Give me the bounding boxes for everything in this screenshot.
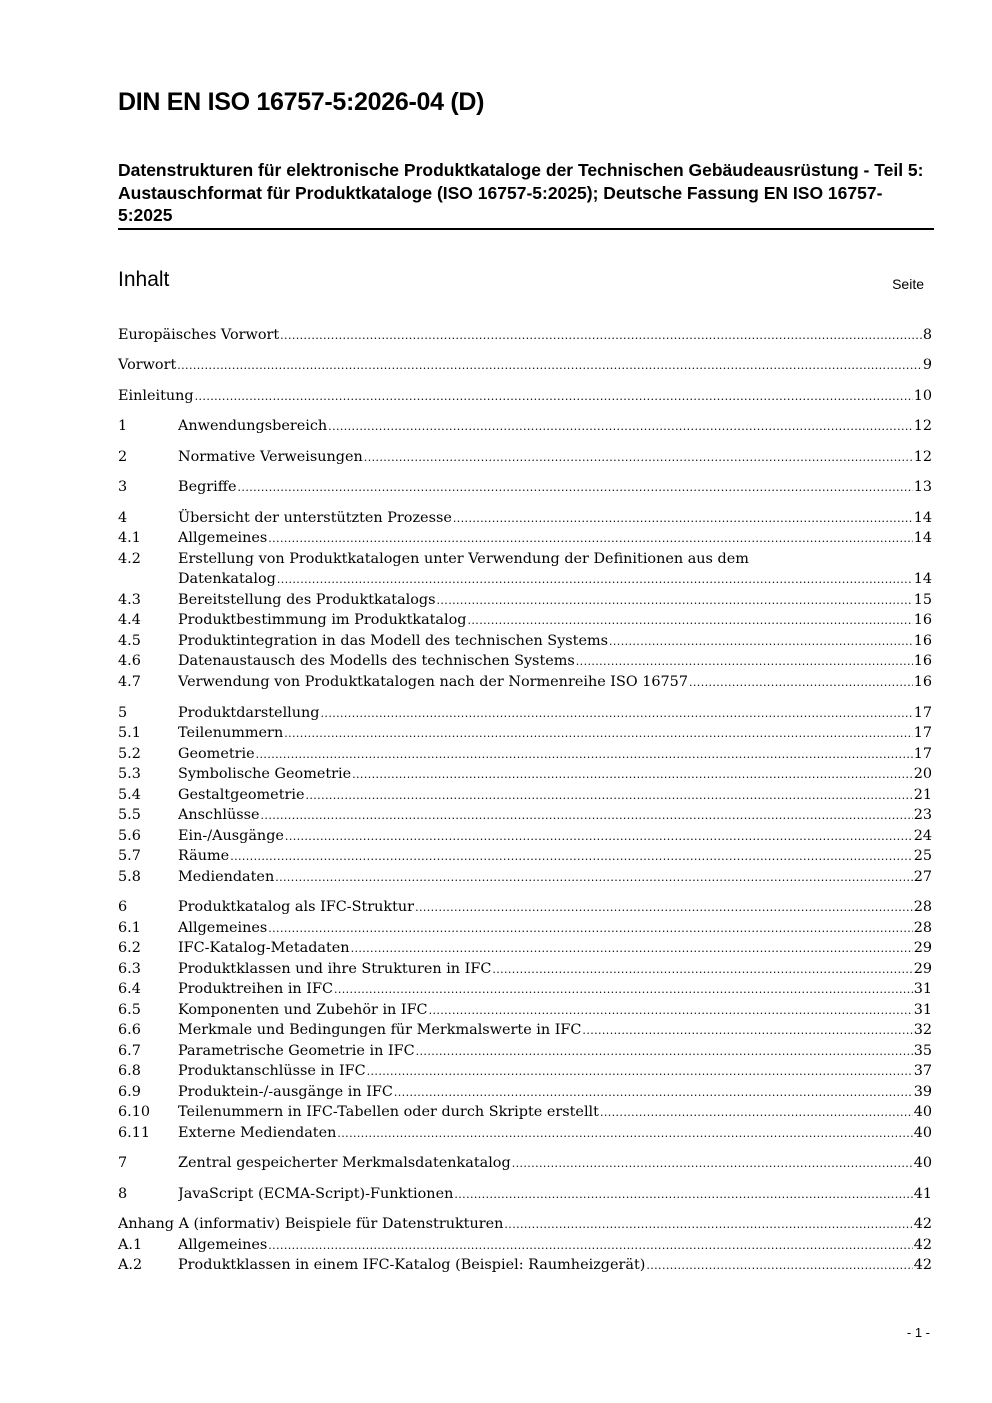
toc-entry[interactable] bbox=[118, 1235, 932, 1255]
toc-entry-number: 4.2 bbox=[118, 551, 141, 567]
toc-entry-page: 40 bbox=[913, 1125, 932, 1141]
toc-dot-leader bbox=[277, 570, 913, 590]
toc-entry-title: Anschlüsse bbox=[178, 807, 260, 823]
toc-entry[interactable] bbox=[118, 805, 932, 825]
toc-dot-leader bbox=[321, 704, 913, 724]
toc-entry-number: 2 bbox=[118, 449, 128, 465]
toc-dot-leader bbox=[453, 509, 913, 529]
toc-entry-title: Allgemeines bbox=[178, 530, 268, 546]
toc-dot-leader bbox=[275, 868, 912, 888]
toc-entry[interactable] bbox=[118, 1020, 932, 1040]
toc-dot-leader bbox=[256, 745, 913, 765]
document-subtitle: Datenstrukturen für elektronische Produktkataloge der Technischen Gebäudeausrüstung - Teil 5: Austauschformat für Produktkataloge (ISO 16757-5:2025); Deutsche Fassung EN ISO 16757-5:2025 bbox=[118, 160, 924, 225]
toc-dot-leader bbox=[576, 652, 913, 672]
toc-entry-number: 6.2 bbox=[118, 940, 141, 956]
toc-entry-title: Europäisches Vorwort bbox=[118, 327, 280, 343]
toc-entry[interactable] bbox=[118, 959, 932, 979]
toc-entry-title: Vorwort bbox=[118, 357, 177, 373]
toc-entry[interactable] bbox=[118, 1082, 932, 1102]
toc-entry[interactable] bbox=[118, 897, 932, 917]
table-of-contents bbox=[118, 0, 932, 1403]
toc-entry-page: 15 bbox=[913, 592, 932, 608]
toc-dot-leader bbox=[437, 591, 913, 611]
toc-entry-title: Allgemeines bbox=[178, 1237, 268, 1253]
toc-entry-page: 29 bbox=[913, 940, 932, 956]
toc-entry-page: 25 bbox=[913, 848, 932, 864]
toc-entry-page: 17 bbox=[913, 746, 932, 762]
toc-entry[interactable] bbox=[118, 528, 932, 548]
toc-entry-number: 6.10 bbox=[118, 1104, 151, 1120]
toc-entry-page: 42 bbox=[913, 1216, 932, 1232]
toc-entry-title: Produktklassen in einem IFC-Katalog (Beispiel: Raumheizgerät) bbox=[178, 1257, 646, 1273]
toc-entry-page: 13 bbox=[913, 479, 932, 495]
toc-entry-page: 17 bbox=[913, 725, 932, 741]
toc-entry[interactable] bbox=[118, 386, 932, 406]
toc-entry-title: Produktbestimmung im Produktkatalog bbox=[178, 612, 467, 628]
toc-entry-title: Produktein-/-ausgänge in IFC bbox=[178, 1084, 393, 1100]
toc-dot-leader bbox=[177, 356, 922, 376]
toc-entry-title: Parametrische Geometrie in IFC bbox=[178, 1043, 415, 1059]
toc-entry[interactable] bbox=[118, 938, 932, 958]
toc-entry-page: 39 bbox=[913, 1084, 932, 1100]
toc-entry[interactable] bbox=[118, 447, 932, 467]
toc-entry-number: 4.7 bbox=[118, 674, 141, 690]
toc-entry-page: 42 bbox=[913, 1257, 932, 1273]
toc-entry-title: Anwendungsbereich bbox=[178, 418, 328, 434]
toc-dot-leader bbox=[394, 1083, 913, 1103]
toc-entry-page: 20 bbox=[913, 766, 932, 782]
toc-entry[interactable] bbox=[118, 590, 932, 610]
toc-entry-number: 5 bbox=[118, 705, 128, 721]
toc-entry-page: 28 bbox=[913, 920, 932, 936]
toc-entry-title: Komponenten und Zubehör in IFC bbox=[178, 1002, 428, 1018]
toc-entry-title: Allgemeines bbox=[178, 920, 268, 936]
toc-entry-title: Normative Verweisungen bbox=[178, 449, 363, 465]
toc-entry-number: 7 bbox=[118, 1155, 128, 1171]
toc-entry-number: 5.8 bbox=[118, 869, 141, 885]
toc-entry[interactable] bbox=[118, 1214, 932, 1234]
toc-entry[interactable] bbox=[118, 1153, 932, 1173]
toc-entry[interactable] bbox=[118, 1123, 932, 1143]
toc-entry-title: Externe Mediendaten bbox=[178, 1125, 337, 1141]
toc-entry-page: 27 bbox=[913, 869, 932, 885]
toc-dot-leader bbox=[238, 478, 913, 498]
toc-entry-title: Produktintegration in das Modell des technischen Systems bbox=[178, 633, 609, 649]
toc-entry[interactable] bbox=[118, 1000, 932, 1020]
toc-entry-title: Produktklassen und ihre Strukturen in IFC bbox=[178, 961, 492, 977]
toc-entry-title: Geometrie bbox=[178, 746, 255, 762]
toc-entry-page: 37 bbox=[913, 1063, 932, 1079]
toc-dot-leader bbox=[337, 1124, 912, 1144]
toc-entry-number: 4 bbox=[118, 510, 128, 526]
toc-entry-page: 31 bbox=[913, 1002, 932, 1018]
toc-entry-page: 28 bbox=[913, 899, 932, 915]
toc-entry-number: 8 bbox=[118, 1186, 128, 1202]
toc-entry-number: 5.7 bbox=[118, 848, 141, 864]
toc-entry-number: 6.8 bbox=[118, 1063, 141, 1079]
toc-entry-page: 24 bbox=[913, 828, 932, 844]
toc-dot-leader bbox=[504, 1215, 912, 1235]
toc-dot-leader bbox=[230, 847, 913, 867]
toc-entry-title: IFC-Katalog-Metadaten bbox=[178, 940, 350, 956]
toc-entry-title: JavaScript (ECMA-Script)-Funktionen bbox=[178, 1186, 454, 1202]
toc-entry-page: 40 bbox=[913, 1155, 932, 1171]
toc-entry-page: 14 bbox=[913, 510, 932, 526]
toc-entry-number: 6.1 bbox=[118, 920, 141, 936]
toc-dot-leader bbox=[268, 919, 912, 939]
toc-entry-title: Ein-/Ausgänge bbox=[178, 828, 284, 844]
toc-entry-number: 6.3 bbox=[118, 961, 141, 977]
toc-entry-number: 5.1 bbox=[118, 725, 141, 741]
toc-entry-title: Begriffe bbox=[178, 479, 237, 495]
toc-entry-page: 42 bbox=[913, 1237, 932, 1253]
toc-entry-number: 6.5 bbox=[118, 1002, 141, 1018]
toc-dot-leader bbox=[280, 326, 922, 346]
toc-entry-page: 40 bbox=[913, 1104, 932, 1120]
toc-entry-title: Übersicht der unterstützten Prozesse bbox=[178, 510, 452, 526]
toc-entry-page: 21 bbox=[913, 787, 932, 803]
toc-entry-title: Symbolische Geometrie bbox=[178, 766, 352, 782]
toc-entry[interactable] bbox=[118, 1061, 932, 1081]
toc-dot-leader bbox=[600, 1103, 913, 1123]
toc-dot-leader bbox=[268, 529, 912, 549]
toc-dot-leader bbox=[415, 898, 913, 918]
toc-entry-title: Verwendung von Produktkatalogen nach der Normenreihe ISO 16757 bbox=[178, 674, 688, 690]
toc-entry[interactable] bbox=[118, 477, 932, 497]
toc-entry-number: 4.6 bbox=[118, 653, 141, 669]
toc-entry-page: 16 bbox=[913, 633, 932, 649]
toc-dot-leader bbox=[582, 1021, 912, 1041]
toc-entry[interactable] bbox=[118, 703, 932, 723]
toc-entry-page: 10 bbox=[913, 388, 932, 404]
toc-entry-number: 5.3 bbox=[118, 766, 141, 782]
toc-dot-leader bbox=[646, 1256, 912, 1276]
toc-dot-leader bbox=[285, 827, 913, 847]
toc-entry-title: Produktreihen in IFC bbox=[178, 981, 333, 997]
toc-entry-page: 29 bbox=[913, 961, 932, 977]
toc-entry-number: A.1 bbox=[118, 1237, 143, 1253]
toc-entry-title: Zentral gespeicherter Merkmalsdatenkatalog bbox=[178, 1155, 511, 1171]
toc-dot-leader bbox=[429, 1001, 913, 1021]
toc-entry-number: 5.4 bbox=[118, 787, 141, 803]
toc-entry-page: 8 bbox=[922, 327, 932, 343]
toc-dot-leader bbox=[512, 1154, 913, 1174]
toc-dot-leader bbox=[268, 1236, 912, 1256]
toc-entry-number: A.2 bbox=[118, 1257, 143, 1273]
toc-entry-page: 16 bbox=[913, 612, 932, 628]
toc-entry-number: 3 bbox=[118, 479, 128, 495]
toc-entry[interactable] bbox=[118, 764, 932, 784]
page-column-label: Seite bbox=[892, 276, 924, 292]
toc-entry[interactable] bbox=[118, 549, 932, 590]
toc-entry-page: 31 bbox=[913, 981, 932, 997]
toc-entry[interactable] bbox=[118, 1102, 932, 1122]
toc-dot-leader bbox=[284, 724, 912, 744]
toc-entry[interactable] bbox=[118, 325, 932, 345]
toc-entry-number: 6.6 bbox=[118, 1022, 141, 1038]
toc-entry-title: Teilenummern bbox=[178, 725, 284, 741]
toc-entry[interactable] bbox=[118, 651, 932, 671]
toc-entry-number: 5.6 bbox=[118, 828, 141, 844]
toc-dot-leader bbox=[689, 673, 913, 693]
toc-entry[interactable] bbox=[118, 508, 932, 528]
toc-entry[interactable] bbox=[118, 672, 932, 692]
toc-entry-number: 4.3 bbox=[118, 592, 141, 608]
toc-dot-leader bbox=[328, 417, 913, 437]
toc-entry-title: Einleitung bbox=[118, 388, 194, 404]
toc-entry-number: 6.11 bbox=[118, 1125, 151, 1141]
toc-entry-number: 6.4 bbox=[118, 981, 141, 997]
toc-entry-number: 5.5 bbox=[118, 807, 141, 823]
toc-entry[interactable] bbox=[118, 979, 932, 999]
toc-entry-title: Räume bbox=[178, 848, 230, 864]
toc-entry-page: 14 bbox=[913, 571, 932, 587]
toc-entry[interactable] bbox=[118, 631, 932, 651]
toc-dot-leader bbox=[364, 448, 913, 468]
toc-dot-leader bbox=[492, 960, 912, 980]
toc-entry-title: Merkmale und Bedingungen für Merkmalswerte in IFC bbox=[178, 1022, 582, 1038]
toc-entry-number: 1 bbox=[118, 418, 128, 434]
toc-entry[interactable] bbox=[118, 355, 932, 375]
toc-entry-page: 16 bbox=[913, 674, 932, 690]
toc-entry-title: Anhang A (informativ) Beispiele für Datenstrukturen bbox=[118, 1216, 504, 1232]
toc-entry[interactable] bbox=[118, 1041, 932, 1061]
toc-entry-page: 32 bbox=[913, 1022, 932, 1038]
toc-entry[interactable] bbox=[118, 785, 932, 805]
toc-dot-leader bbox=[334, 980, 913, 1000]
toc-entry-page: 17 bbox=[913, 705, 932, 721]
toc-entry[interactable] bbox=[118, 416, 932, 436]
toc-entry[interactable] bbox=[118, 918, 932, 938]
toc-entry[interactable] bbox=[118, 1255, 932, 1275]
toc-entry-title: Teilenummern in IFC-Tabellen oder durch Skripte erstellt bbox=[178, 1104, 599, 1120]
toc-dot-leader bbox=[305, 786, 912, 806]
toc-entry-page: 23 bbox=[913, 807, 932, 823]
toc-entry-title: Erstellung von Produktkatalogen unter Verwendung der Definitionen aus dem bbox=[178, 551, 749, 567]
toc-dot-leader bbox=[261, 806, 913, 826]
toc-entry-title: Produktkatalog als IFC-Struktur bbox=[178, 899, 415, 915]
toc-dot-leader bbox=[468, 611, 913, 631]
toc-heading: Inhalt bbox=[118, 268, 170, 291]
toc-entry[interactable] bbox=[118, 723, 932, 743]
toc-dot-leader bbox=[351, 939, 913, 959]
toc-entry[interactable] bbox=[118, 744, 932, 764]
toc-entry-title: Gestaltgeometrie bbox=[178, 787, 305, 803]
toc-entry-number: 5.2 bbox=[118, 746, 141, 762]
toc-entry-number: 4.1 bbox=[118, 530, 141, 546]
toc-entry-page: 12 bbox=[913, 418, 932, 434]
toc-dot-leader bbox=[195, 387, 913, 407]
toc-entry-number: 6 bbox=[118, 899, 128, 915]
toc-entry[interactable] bbox=[118, 610, 932, 630]
toc-entry[interactable] bbox=[118, 1184, 932, 1204]
toc-dot-leader bbox=[609, 632, 913, 652]
toc-dot-leader bbox=[416, 1042, 913, 1062]
toc-entry-title: Bereitstellung des Produktkatalogs bbox=[178, 592, 436, 608]
toc-entry-title: Mediendaten bbox=[178, 869, 275, 885]
toc-entry-page: 9 bbox=[922, 357, 932, 373]
toc-dot-leader bbox=[454, 1185, 912, 1205]
toc-entry-title-continuation: Datenkatalog bbox=[178, 571, 276, 587]
toc-entry-page: 14 bbox=[913, 530, 932, 546]
toc-entry[interactable] bbox=[118, 826, 932, 846]
toc-entry[interactable] bbox=[118, 846, 932, 866]
toc-entry-page: 16 bbox=[913, 653, 932, 669]
toc-entry-title: Produktanschlüsse in IFC bbox=[178, 1063, 366, 1079]
toc-entry-title: Datenaustausch des Modells des technischen Systems bbox=[178, 653, 575, 669]
toc-entry-number: 6.9 bbox=[118, 1084, 141, 1100]
page-number: - 1 - bbox=[906, 1325, 930, 1340]
toc-entry-number: 6.7 bbox=[118, 1043, 141, 1059]
toc-entry-number: 4.5 bbox=[118, 633, 141, 649]
toc-entry-title: Produktdarstellung bbox=[178, 705, 320, 721]
toc-entry[interactable] bbox=[118, 867, 932, 887]
toc-entry-page: 35 bbox=[913, 1043, 932, 1059]
toc-entry-page: 12 bbox=[913, 449, 932, 465]
toc-dot-leader bbox=[367, 1062, 913, 1082]
toc-entry-page: 41 bbox=[913, 1186, 932, 1202]
toc-dot-leader bbox=[352, 765, 913, 785]
document-title: DIN EN ISO 16757-5:2026-04 (D) bbox=[118, 88, 485, 116]
toc-entry-number: 4.4 bbox=[118, 612, 141, 628]
